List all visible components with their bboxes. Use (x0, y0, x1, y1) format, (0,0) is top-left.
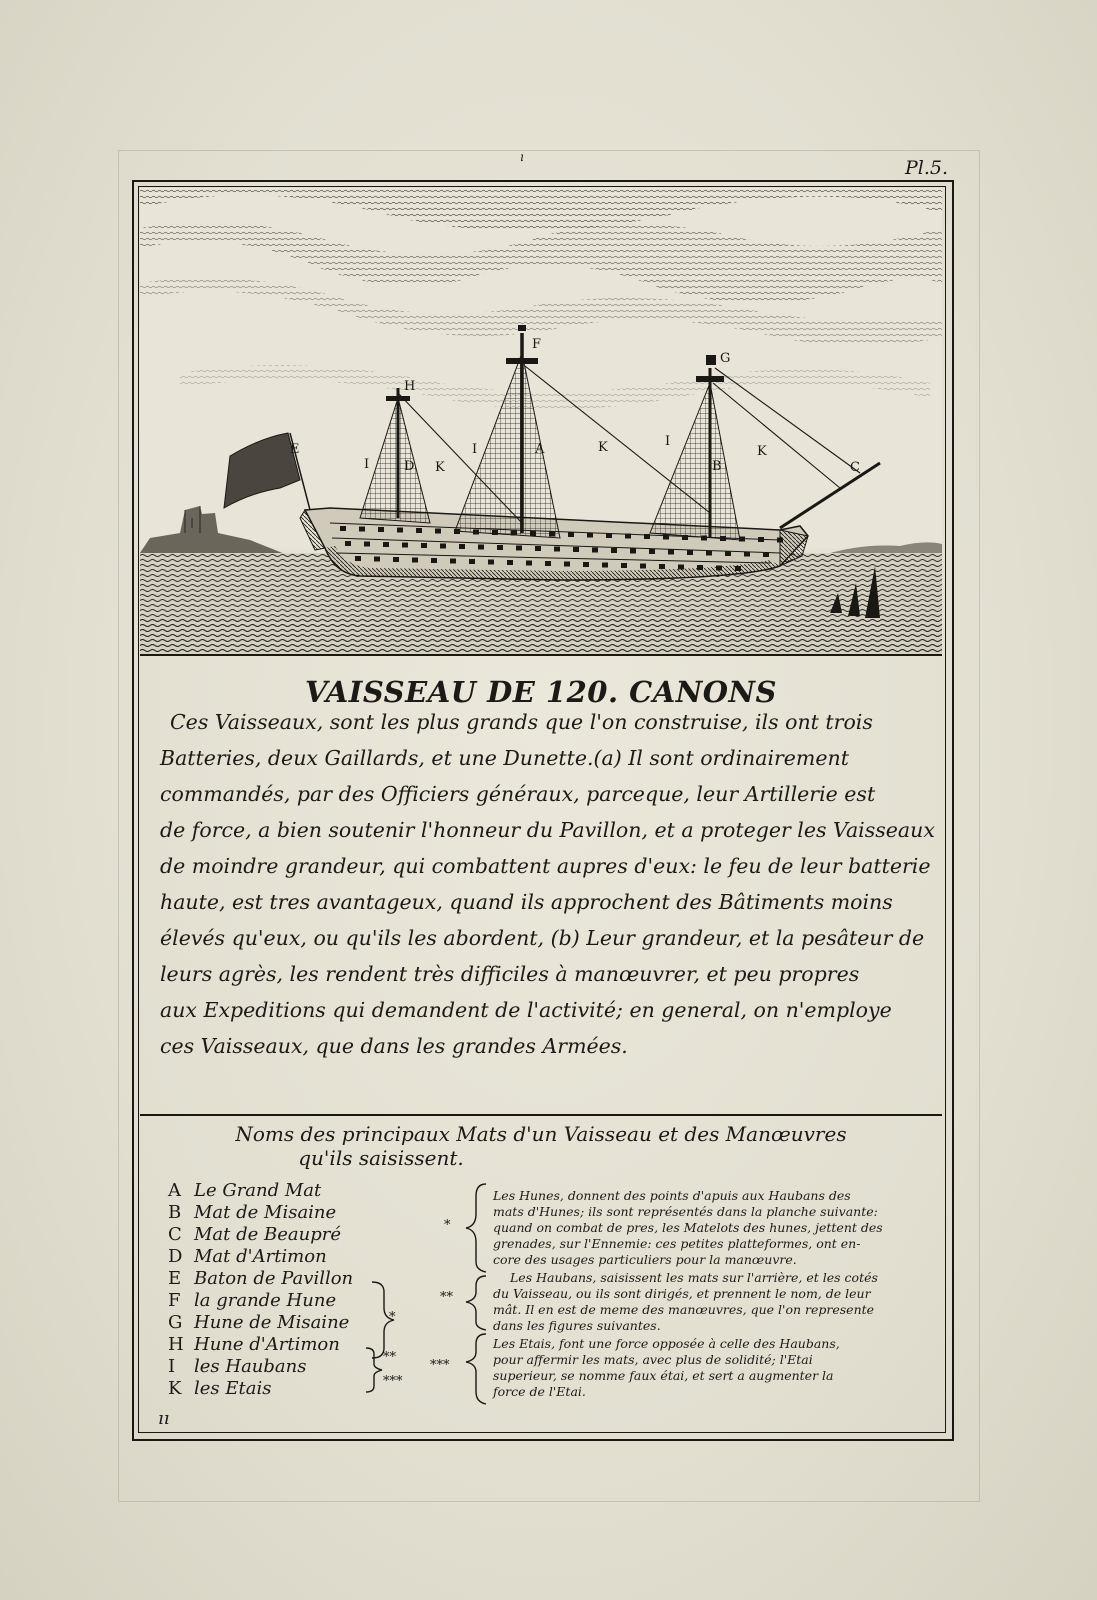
gun-port (678, 565, 684, 570)
gun-port (611, 548, 617, 553)
gun-port (573, 547, 579, 552)
gun-port (716, 566, 722, 571)
note-line: mats d'Hunes; ils sont représentés dans la planche suivante: (493, 1204, 878, 1219)
legend-item (168, 1312, 349, 1333)
note-line: Les Hunes, donnent des points d'apuis aux Haubans des (493, 1188, 851, 1203)
note-line: force de l'Etai. (493, 1384, 586, 1399)
gun-port (383, 542, 389, 547)
mark-one: * (389, 1310, 396, 1325)
gun-port (545, 561, 551, 566)
legend-label: Baton de Pavillon (194, 1268, 354, 1289)
note-line: grenades, sur l'Ennemie: ces petites platteformes, ont en- (493, 1236, 861, 1251)
legend-label: les Haubans (194, 1356, 307, 1377)
gun-port (393, 557, 399, 562)
gun-port (644, 534, 650, 539)
label-k3: K (757, 444, 767, 459)
gun-port (649, 549, 655, 554)
note-line: quand on combat de pres, les Matelots des hunes, jettent des (493, 1220, 883, 1235)
gun-port (564, 562, 570, 567)
note-line: Les Etais, font une force opposée à celle des Haubans, (493, 1336, 840, 1351)
gun-port (526, 561, 532, 566)
gun-port (744, 552, 750, 557)
label-d: D (404, 459, 415, 474)
stray-mark: ı (520, 150, 524, 164)
plate-number: Pl.5. (905, 157, 949, 179)
gun-port (621, 563, 627, 568)
gun-port (535, 546, 541, 551)
paragraph-line: élevés qu'eux, ou qu'ils les abordent, (b) Leur grandeur, et la pesâteur de (160, 926, 925, 950)
legend-item (168, 1378, 271, 1399)
note-line: Les Haubans, saisissent les mats sur l'arrière, et les cotés (510, 1270, 878, 1285)
page-title: VAISSEAU DE 120. CANONS (305, 675, 777, 709)
note-line: core des usages particuliers pour la manœuvre. (493, 1252, 797, 1267)
label-a: A (535, 442, 545, 457)
mark-three: *** (383, 1374, 403, 1389)
legend-label: les Etais (194, 1378, 272, 1399)
gun-port (397, 528, 403, 533)
note-line: pour affermir les mats, avec plus de solidité; l'Etai (493, 1352, 813, 1367)
note-line: du Vaisseau, ou ils sont dirigés, et prennent le nom, de leur (493, 1286, 871, 1301)
legend-label: Hune de Misaine (194, 1312, 350, 1333)
gun-port (431, 558, 437, 563)
gun-port (355, 556, 361, 561)
legend-key: E (168, 1268, 182, 1289)
legend-key: H (168, 1334, 184, 1355)
gun-port (440, 544, 446, 549)
gun-port (777, 538, 783, 543)
label-f: F (532, 337, 542, 352)
note-line: dans les figures suivantes. (493, 1318, 661, 1333)
gun-port (416, 528, 422, 533)
legend-key: I (168, 1356, 176, 1377)
gun-port (412, 558, 418, 563)
gun-port (587, 533, 593, 538)
mark-one: * (444, 1218, 451, 1233)
paragraph-line: commandés, par des Officiers généraux, parceque, leur Artillerie est (160, 782, 876, 806)
paragraph-line: Ces Vaisseaux, sont les plus grands que l'on construise, ils ont trois (170, 710, 873, 734)
gun-port (758, 537, 764, 542)
mark-three: *** (430, 1358, 450, 1373)
legend-label: Mat d'Artimon (194, 1246, 327, 1267)
gun-port (488, 560, 494, 565)
gun-port (364, 542, 370, 547)
gun-port (668, 550, 674, 555)
legend-item (168, 1290, 336, 1311)
gun-port (687, 550, 693, 555)
gun-port (435, 529, 441, 534)
gun-port (497, 545, 503, 550)
gun-port (735, 566, 741, 571)
paragraph-line: aux Expeditions qui demandent de l'activité; en general, on n'employe (160, 998, 892, 1022)
legend-key: F (168, 1290, 181, 1311)
gun-port (725, 551, 731, 556)
label-b: B (712, 459, 722, 474)
gun-port (374, 557, 380, 562)
legend-item (168, 1246, 327, 1267)
gun-port (516, 546, 522, 551)
label-k1: K (435, 460, 445, 475)
legend-label: Hune d'Artimon (194, 1334, 340, 1355)
gun-port (697, 565, 703, 570)
gun-port (663, 535, 669, 540)
label-k2: K (598, 440, 608, 455)
label-i1: I (364, 457, 370, 472)
legend-label: Mat de Misaine (194, 1202, 337, 1223)
legend-label: la grande Hune (194, 1290, 337, 1311)
stray-mark: ıı (158, 1408, 170, 1429)
gun-port (359, 527, 365, 532)
legend-item (168, 1268, 353, 1289)
legend-item (168, 1224, 341, 1245)
legend-key: A (168, 1180, 181, 1201)
gun-port (402, 543, 408, 548)
gun-port (606, 533, 612, 538)
gun-port (469, 559, 475, 564)
gun-port (659, 564, 665, 569)
ship-illustration (140, 188, 942, 656)
gun-port (625, 534, 631, 539)
gun-port (450, 559, 456, 564)
legend-key: D (168, 1246, 183, 1267)
notes-brace (458, 1182, 492, 1406)
gun-port (640, 564, 646, 569)
label-h: H (404, 379, 416, 394)
legend-title: Noms des principaux Mats d'un Vaisseau et des Manœuvres (235, 1122, 847, 1146)
gun-port (592, 548, 598, 553)
note-line: superieur, se nomme faux étai, et sert a augmenter la (493, 1368, 834, 1383)
legend-key: G (168, 1312, 183, 1333)
legend-key: B (168, 1202, 182, 1223)
gun-port (478, 545, 484, 550)
gun-port (630, 549, 636, 554)
label-i2: I (472, 442, 478, 457)
legend-label: Mat de Beaupré (194, 1224, 341, 1245)
gun-port (763, 552, 769, 557)
label-c: C (850, 460, 860, 475)
gun-port (706, 551, 712, 556)
section-divider (140, 1114, 942, 1116)
paragraph-line: de force, a bien soutenir l'honneur du Pavillon, et a proteger les Vaisseaux (160, 818, 935, 842)
paragraph-line: Batteries, deux Gaillards, et une Dunette.(a) Il sont ordinairement (160, 746, 849, 770)
gun-port (459, 544, 465, 549)
legend-key: K (168, 1378, 182, 1399)
legend-item (168, 1334, 340, 1355)
note-line: mât. Il en est de meme des manœuvres, que l'on represente (493, 1302, 875, 1317)
legend-item (168, 1202, 336, 1223)
paragraph-line: haute, est tres avantageux, quand ils approchent des Bâtiments moins (160, 890, 893, 914)
legend-label: Le Grand Mat (194, 1180, 322, 1201)
paragraph-line: de moindre grandeur, qui combattent aupres d'eux: le feu de leur batterie (160, 854, 931, 878)
gun-port (554, 547, 560, 552)
legend-subtitle: qu'ils saisissent. (298, 1146, 464, 1170)
gun-port (345, 541, 351, 546)
mark-two: ** (383, 1350, 396, 1365)
label-e: E (290, 442, 300, 457)
paragraph-line: ces Vaisseaux, que dans les grandes Armées. (160, 1034, 628, 1058)
legend-key: C (168, 1224, 182, 1245)
paragraph-line: leurs agrès, les rendent très difficiles à manœuvrer, et peu propres (160, 962, 860, 986)
gun-port (507, 560, 513, 565)
label-g: G (720, 351, 731, 366)
legend-item (168, 1180, 321, 1201)
label-i3: I (665, 434, 671, 449)
gun-port (583, 562, 589, 567)
gun-port (378, 527, 384, 532)
legend-item (168, 1356, 306, 1377)
gun-port (340, 526, 346, 531)
gun-port (602, 563, 608, 568)
mark-two: ** (440, 1290, 453, 1305)
gun-port (421, 543, 427, 548)
gun-port (568, 532, 574, 537)
